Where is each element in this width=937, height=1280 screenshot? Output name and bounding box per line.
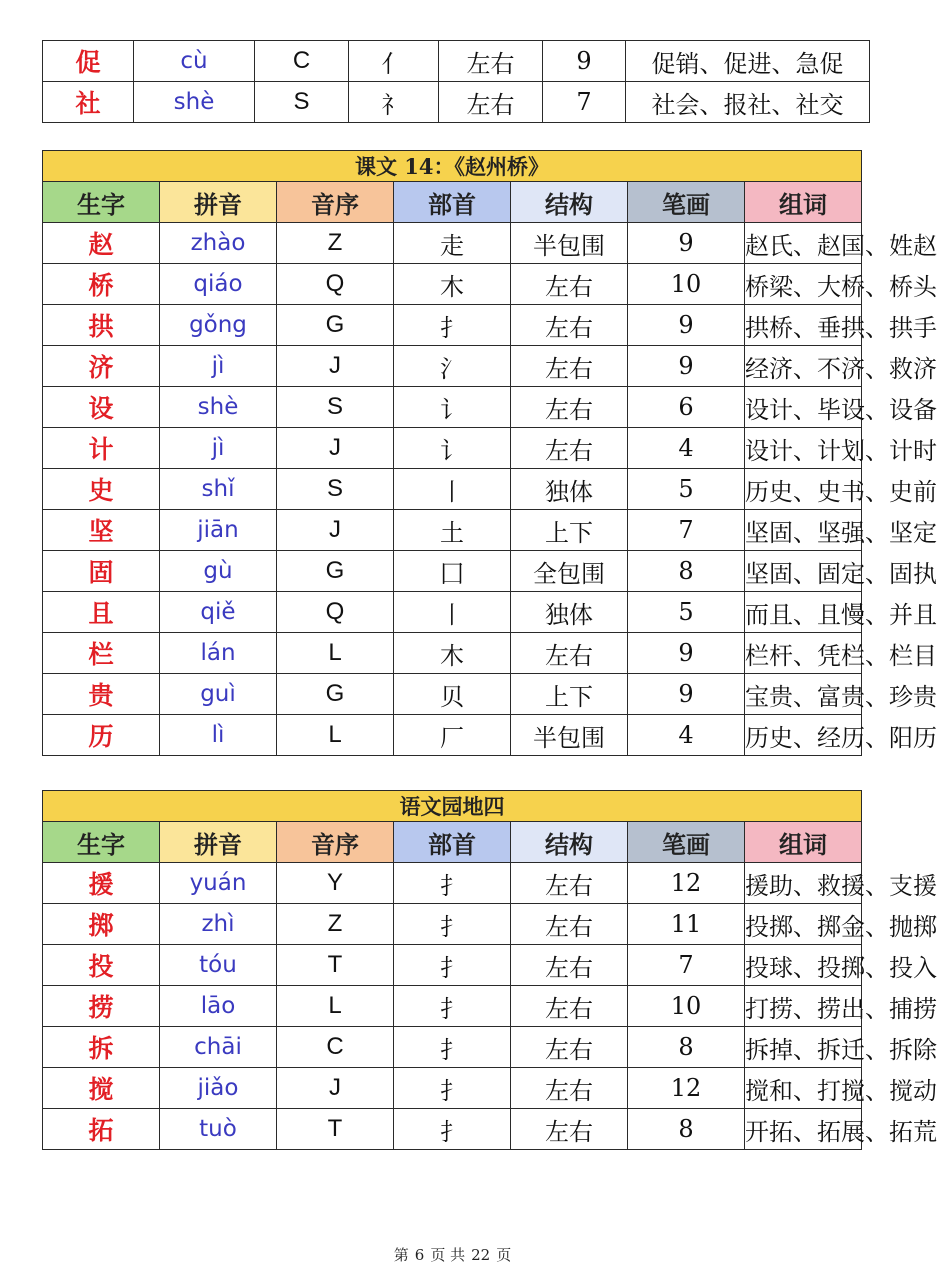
pinyin-cell: shǐ [160,469,277,510]
char-cell: 促 [43,41,134,82]
strokes-cell: 9 [628,674,745,715]
yuandi4-table [42,790,937,1150]
words-cell: 栏杆、凭栏、栏目 [745,633,862,674]
words-cell: 历史、史书、史前 [745,469,862,510]
strokes-cell: 4 [628,715,745,756]
strokes-cell: 9 [628,305,745,346]
char-cell: 史 [43,469,160,510]
pinyin-cell: qiáo [160,264,277,305]
order-cell: J [277,346,394,387]
radical-cell: 木 [394,264,511,305]
order-cell: G [277,551,394,592]
strokes-cell: 12 [628,863,745,904]
char-cell: 赵 [43,223,160,264]
structure-cell: 半包围 [511,223,628,264]
radical-cell: 扌 [394,863,511,904]
table-row [43,264,862,305]
structure-cell: 左右 [439,82,543,123]
order-cell: S [277,469,394,510]
words-cell: 开拓、拓展、拓荒 [745,1109,862,1150]
header-structure: 结构 [511,822,628,863]
strokes-cell: 4 [628,428,745,469]
char-cell: 搅 [43,1068,160,1109]
lesson14-title: 课文 14：《赵州桥》 [43,151,862,182]
pinyin-cell: lán [160,633,277,674]
table-row [43,633,862,674]
char-cell: 设 [43,387,160,428]
page-footer [0,1244,905,1265]
pinyin-cell: jì [160,428,277,469]
pinyin-cell: chāi [160,1027,277,1068]
strokes-cell: 9 [628,633,745,674]
order-cell: T [277,1109,394,1150]
strokes-cell: 8 [628,1109,745,1150]
table-row [43,305,862,346]
lesson14-table [42,150,937,756]
table-row [43,41,870,82]
table-row [43,1109,862,1150]
radical-cell: 扌 [394,1027,511,1068]
header-words: 组词 [745,182,862,223]
char-cell: 桥 [43,264,160,305]
table-row [43,223,862,264]
pinyin-cell: lì [160,715,277,756]
char-cell: 坚 [43,510,160,551]
strokes-cell: 6 [628,387,745,428]
radical-cell: 讠 [394,428,511,469]
pinyin-cell: yuán [160,863,277,904]
header-words: 组词 [745,822,862,863]
radical-cell: 走 [394,223,511,264]
strokes-cell: 5 [628,469,745,510]
table-row [43,863,862,904]
table-row [43,715,862,756]
char-cell: 拆 [43,1027,160,1068]
radical-cell: 丨 [394,592,511,633]
char-cell: 社 [43,82,134,123]
strokes-cell: 10 [628,986,745,1027]
words-cell: 促销、促进、急促 [626,41,870,82]
pinyin-cell: zhì [160,904,277,945]
top-table-body [43,41,870,123]
pinyin-cell: shè [160,387,277,428]
order-cell: C [255,41,349,82]
char-cell: 济 [43,346,160,387]
table-row [43,82,870,123]
structure-cell: 独体 [511,469,628,510]
strokes-cell: 10 [628,264,745,305]
header-char: 生字 [43,182,160,223]
strokes-cell: 8 [628,1027,745,1068]
table-row [43,510,862,551]
order-cell: Q [277,264,394,305]
header-strokes: 笔画 [628,822,745,863]
top-table [42,40,870,123]
radical-cell: 礻 [349,82,439,123]
words-cell: 拆掉、拆迁、拆除 [745,1027,862,1068]
strokes-cell: 11 [628,904,745,945]
words-cell: 投球、投掷、投入 [745,945,862,986]
char-cell: 固 [43,551,160,592]
radical-cell: 扌 [394,1109,511,1150]
structure-cell: 左右 [439,41,543,82]
structure-cell: 左右 [511,863,628,904]
char-cell: 捞 [43,986,160,1027]
radical-cell: 扌 [394,945,511,986]
radical-cell: 扌 [394,1068,511,1109]
yuandi4-title: 语文园地四 [43,791,862,822]
structure-cell: 左右 [511,1068,628,1109]
char-cell: 拓 [43,1109,160,1150]
pinyin-cell: tóu [160,945,277,986]
pinyin-cell: cù [134,41,255,82]
char-cell: 投 [43,945,160,986]
header-order: 音序 [277,822,394,863]
order-cell: G [277,674,394,715]
radical-cell: 囗 [394,551,511,592]
order-cell: C [277,1027,394,1068]
table-row [43,428,862,469]
radical-cell: 木 [394,633,511,674]
radical-cell: 氵 [394,346,511,387]
words-cell: 宝贵、富贵、珍贵 [745,674,862,715]
table-row [43,674,862,715]
radical-cell: 贝 [394,674,511,715]
pinyin-cell: shè [134,82,255,123]
header-strokes: 笔画 [628,182,745,223]
char-cell: 历 [43,715,160,756]
radical-cell: 土 [394,510,511,551]
table-row [43,904,862,945]
order-cell: Z [277,223,394,264]
order-cell: Y [277,863,394,904]
radical-cell: 亻 [349,41,439,82]
pinyin-cell: lāo [160,986,277,1027]
page-prefix: 第 [393,1246,409,1264]
words-cell: 设计、计划、计时 [745,428,862,469]
structure-cell: 半包围 [511,715,628,756]
pinyin-cell: guì [160,674,277,715]
words-cell: 坚固、固定、固执 [745,551,862,592]
pinyin-cell: jiǎo [160,1068,277,1109]
pinyin-cell: jiān [160,510,277,551]
table-row [43,387,862,428]
structure-cell: 左右 [511,1027,628,1068]
order-cell: J [277,510,394,551]
order-cell: S [255,82,349,123]
words-cell: 社会、报社、社交 [626,82,870,123]
char-cell: 计 [43,428,160,469]
structure-cell: 左右 [511,346,628,387]
words-cell: 桥梁、大桥、桥头 [745,264,862,305]
words-cell: 拱桥、垂拱、拱手 [745,305,862,346]
order-cell: G [277,305,394,346]
char-cell: 且 [43,592,160,633]
table-row [43,592,862,633]
words-cell: 而且、且慢、并且 [745,592,862,633]
order-cell: T [277,945,394,986]
char-cell: 栏 [43,633,160,674]
order-cell: L [277,715,394,756]
words-cell: 打捞、捞出、捕捞 [745,986,862,1027]
lesson14-body [43,223,937,756]
structure-cell: 左右 [511,305,628,346]
radical-cell: 丨 [394,469,511,510]
order-cell: Z [277,904,394,945]
radical-cell: 扌 [394,904,511,945]
strokes-cell: 8 [628,551,745,592]
structure-cell: 左右 [511,904,628,945]
words-cell: 坚固、坚强、坚定 [745,510,862,551]
header-pinyin: 拼音 [160,182,277,223]
strokes-cell: 7 [628,945,745,986]
radical-cell: 扌 [394,305,511,346]
lesson14-title-row [43,151,862,182]
header-structure: 结构 [511,182,628,223]
pinyin-cell: gǒng [160,305,277,346]
strokes-cell: 9 [628,223,745,264]
page-current: 6 [414,1246,425,1264]
header-pinyin: 拼音 [160,822,277,863]
radical-cell: 厂 [394,715,511,756]
structure-cell: 上下 [511,510,628,551]
table-row [43,945,862,986]
order-cell: J [277,1068,394,1109]
order-cell: J [277,428,394,469]
table-row [43,469,862,510]
table-row [43,551,862,592]
structure-cell: 全包围 [511,551,628,592]
structure-cell: 左右 [511,986,628,1027]
structure-cell: 左右 [511,428,628,469]
pinyin-cell: jì [160,346,277,387]
strokes-cell: 9 [628,346,745,387]
radical-cell: 扌 [394,986,511,1027]
structure-cell: 左右 [511,945,628,986]
page-mid: 页 共 [430,1246,466,1264]
header-char: 生字 [43,822,160,863]
order-cell: S [277,387,394,428]
page-total: 22 [471,1246,491,1264]
order-cell: L [277,986,394,1027]
strokes-cell: 7 [628,510,745,551]
yuandi4-body [43,863,937,1150]
structure-cell: 左右 [511,387,628,428]
words-cell: 援助、救援、支援 [745,863,862,904]
words-cell: 设计、毕设、设备 [745,387,862,428]
words-cell: 投掷、掷金、抛掷 [745,904,862,945]
pinyin-cell: gù [160,551,277,592]
lesson14-header-row [43,182,862,223]
words-cell: 赵氏、赵国、姓赵 [745,223,862,264]
char-cell: 援 [43,863,160,904]
words-cell: 搅和、打搅、搅动 [745,1068,862,1109]
strokes-cell: 12 [628,1068,745,1109]
radical-cell: 讠 [394,387,511,428]
pinyin-cell: zhào [160,223,277,264]
page-suffix: 页 [496,1246,512,1264]
strokes-cell: 5 [628,592,745,633]
yuandi4-title-row [43,791,862,822]
table-row [43,986,862,1027]
yuandi4-header-row [43,822,862,863]
structure-cell: 左右 [511,264,628,305]
pinyin-cell: qiě [160,592,277,633]
table-row [43,1027,862,1068]
header-radical: 部首 [394,182,511,223]
table-row [43,346,862,387]
table-row [43,1068,862,1109]
pinyin-cell: tuò [160,1109,277,1150]
header-order: 音序 [277,182,394,223]
strokes-cell: 9 [543,41,626,82]
structure-cell: 左右 [511,1109,628,1150]
header-radical: 部首 [394,822,511,863]
strokes-cell: 7 [543,82,626,123]
structure-cell: 独体 [511,592,628,633]
words-cell: 历史、经历、阳历 [745,715,862,756]
char-cell: 贵 [43,674,160,715]
words-cell: 经济、不济、救济 [745,346,862,387]
order-cell: L [277,633,394,674]
order-cell: Q [277,592,394,633]
structure-cell: 上下 [511,674,628,715]
char-cell: 掷 [43,904,160,945]
char-cell: 拱 [43,305,160,346]
structure-cell: 左右 [511,633,628,674]
